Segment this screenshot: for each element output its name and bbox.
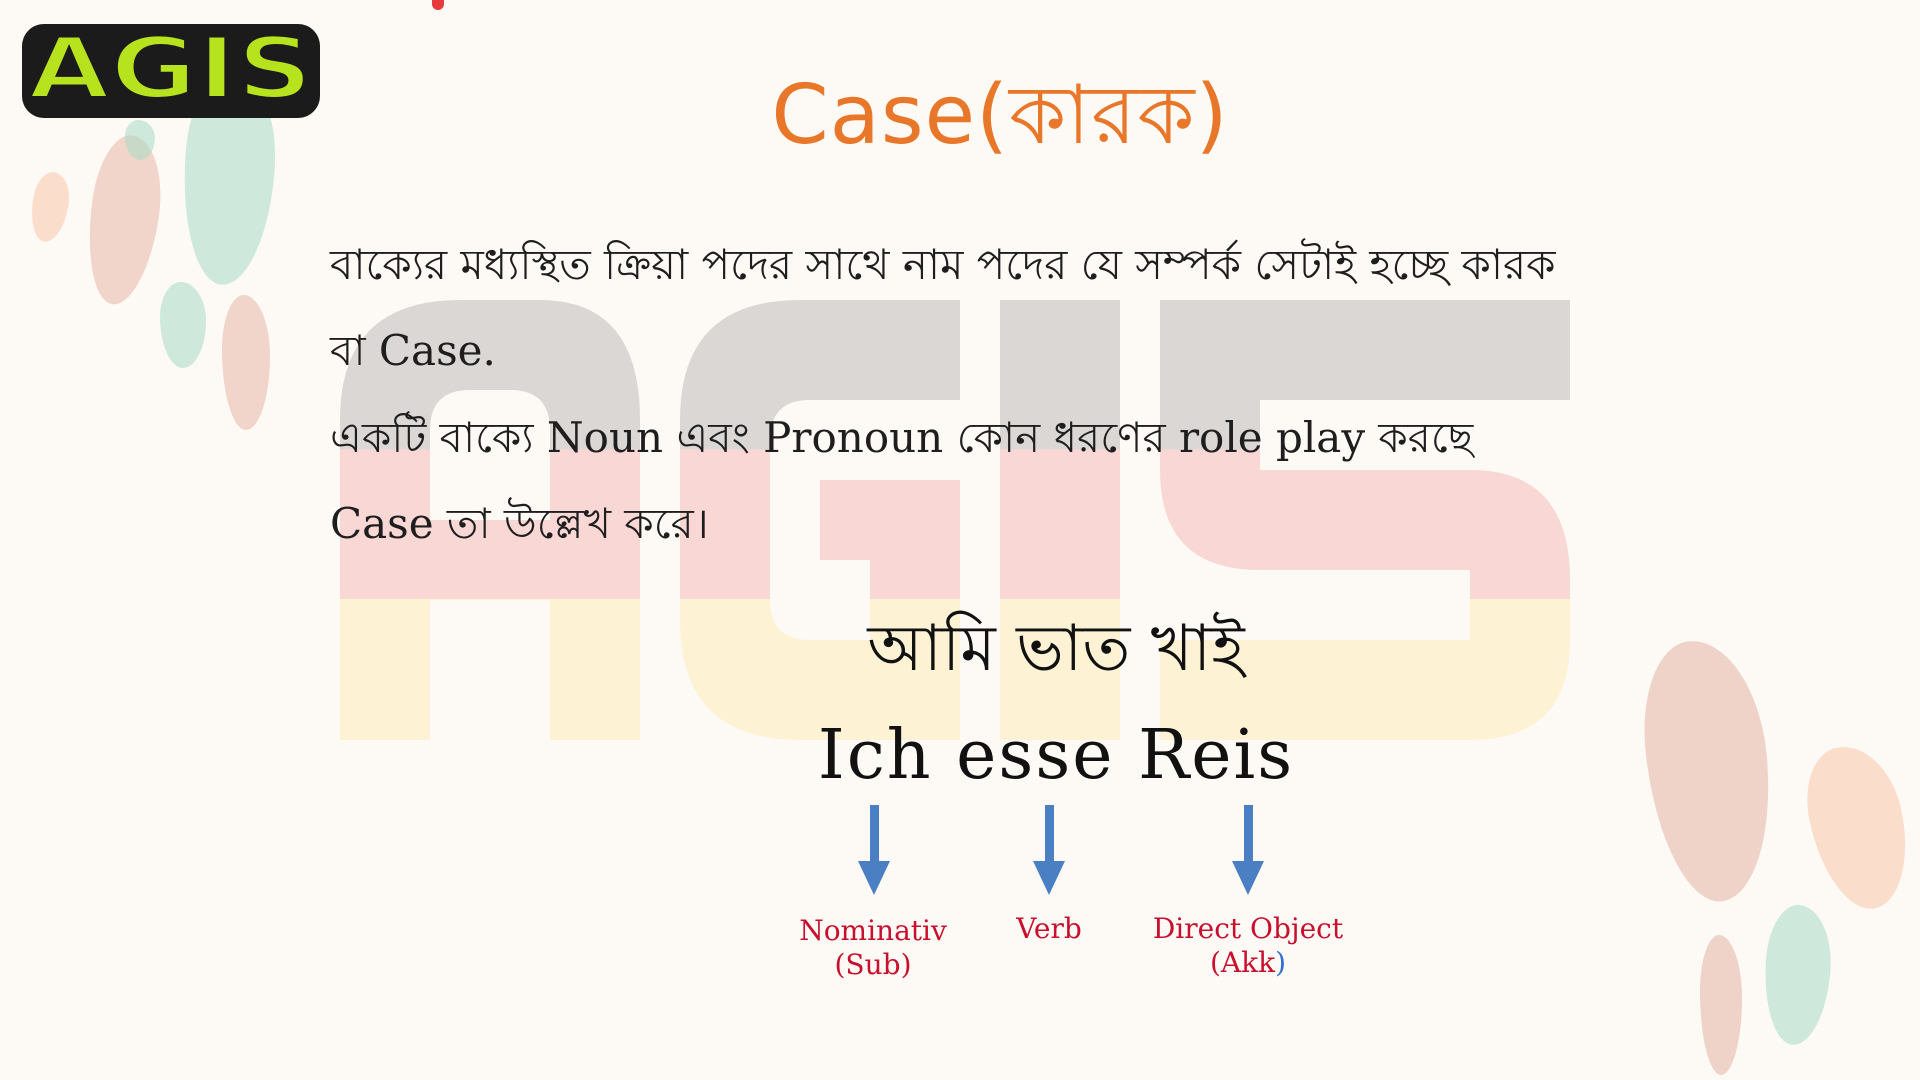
description-text: [330, 395, 1700, 567]
description-line-2: Case তা উল্লেখ করে।: [330, 499, 709, 548]
label-nominativ: [776, 914, 970, 982]
description-line-1: একটি বাক্যে Noun এবং Pronoun কোন ধরণের role play করছে: [330, 413, 1474, 462]
definition-line-2: বা Case.: [330, 326, 496, 375]
arrow-down-icon: [1232, 805, 1264, 895]
label-nominativ-text: Nominativ: [799, 914, 947, 947]
slide-title: Case(কারক): [771, 68, 1229, 163]
label-direct-object: [1138, 912, 1358, 980]
definition-line-1: বাক্যের মধ্যস্থিত ক্রিয়া পদের সাথে নাম পদের যে সম্পর্ক সেটাই হচ্ছে কারক: [330, 240, 1556, 289]
example-bengali: আমি ভাত খাই: [867, 612, 1245, 686]
decor-stroke: [160, 282, 206, 368]
cursor-marker: [432, 0, 444, 10]
definition-text: [330, 222, 1700, 394]
arrow-down-icon: [1033, 805, 1065, 895]
arrow-down-icon: [858, 805, 890, 895]
decor-stroke: [1700, 935, 1742, 1075]
label-direct-object-text: Direct Object: [1152, 912, 1344, 945]
example-german: Ich esse Reis: [817, 716, 1295, 795]
logo-text: AGIS: [28, 19, 313, 119]
decor-stroke: [222, 295, 270, 430]
label-akk: [1138, 946, 1358, 980]
label-nominativ-sub: (Sub): [834, 948, 912, 981]
label-verb: Verb: [1016, 912, 1082, 945]
decor-stroke: [1760, 903, 1835, 1047]
label-akk-close: ): [1275, 946, 1286, 979]
label-akk-text: (Akk: [1209, 946, 1276, 979]
